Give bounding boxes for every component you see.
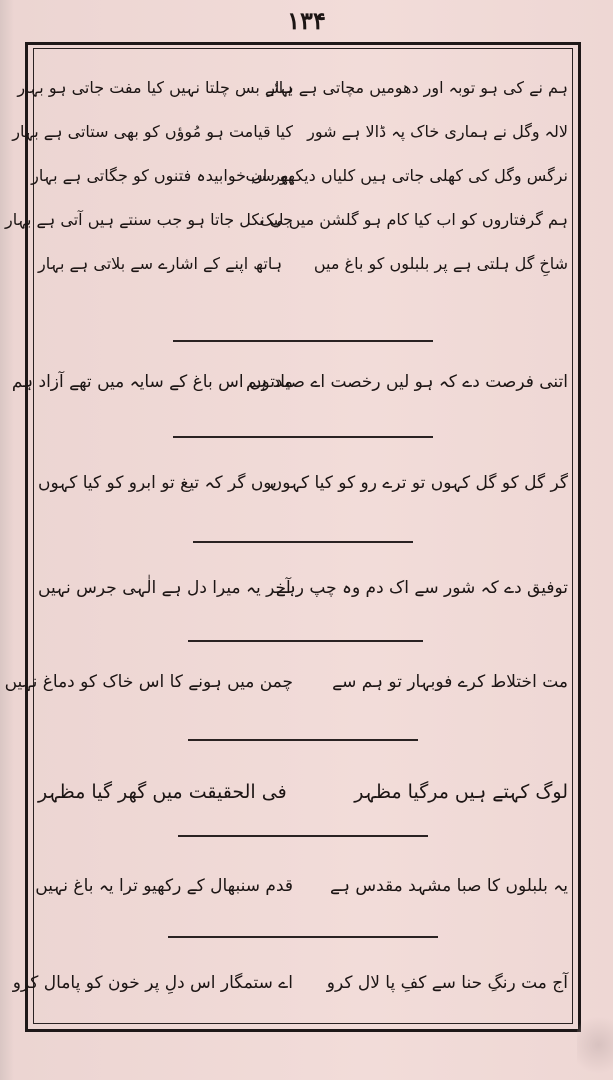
- couplet-left: مدتوں اس باغ کے سایہ میں تھے آزاد ہم: [11, 372, 293, 392]
- couplet-left: قدم سنبھال کے رکھیو ترا یہ باغ نہیں: [35, 876, 293, 896]
- couplet-right: اتنی فرصت دے کہ ہو لیں رخصت اے صیاد ہم: [245, 372, 568, 392]
- verse-row: [38, 248, 568, 280]
- section-divider: [173, 436, 433, 438]
- couplet-right: توفیق دے کہ شور سے اک دم وہ چپ رہے: [275, 578, 568, 598]
- couplet: [38, 463, 568, 503]
- verse-row: [5, 204, 568, 236]
- section-divider: [193, 541, 413, 543]
- couplet-left: فی الحقیقت میں گھر گیا مظہر: [38, 781, 287, 803]
- couplet: [38, 568, 568, 608]
- couplet: [11, 362, 568, 402]
- verse-row: [12, 116, 568, 148]
- verse-right: ہم نے کی ہو توبہ اور دھومیں مچاتی ہے بہار: [267, 78, 568, 97]
- verse-left: ہاتھ اپنے کے اشارے سے بلاتی ہے بہار: [38, 254, 283, 273]
- verse-right: نرگس وگل کی کھلی جاتی ہیں کلیاں دیکھو سب: [245, 166, 568, 185]
- verse-row: [17, 72, 568, 104]
- couplet-right: مت اختلاط کرے فوبہار تو ہم سے: [332, 672, 568, 692]
- verse-left: پھر ان خوابیدہ فتنوں کو جگاتی ہے بہار: [31, 166, 293, 185]
- couplet: [38, 772, 568, 812]
- verse-right: ہم گرفتاروں کو اب کیا کام ہو گلشن میں لیک: [259, 210, 568, 229]
- couplet-left: اے ستمگار اس دلِ پر خون کو پامال کرو: [12, 973, 293, 993]
- couplet-right: آج مت رنگِ حنا سے کفِ پا لال کرو: [326, 973, 568, 993]
- verse-left: جی نکل جاتا ہو جب سنتے ہیں آتی ہے بہار: [5, 210, 293, 229]
- section-divider: [188, 640, 423, 642]
- ghazal-stanza: [5, 72, 568, 280]
- poem-content: [4, 58, 568, 1013]
- section-divider: [178, 835, 428, 837]
- couplet-left: آخر یہ میرا دل ہے الٰہی جرس نہیں: [38, 578, 291, 598]
- couplet-left: بوں گر کہ تیغ تو ابرو کو کیا کہوں: [38, 473, 277, 493]
- page-number: ۱۳۴: [287, 6, 326, 35]
- verse-right: شاخِ گل ہلتی ہے پر بلبلوں کو باغ میں: [313, 254, 568, 273]
- verse-row: [31, 160, 568, 192]
- couplet-right: گر گل کو گل کہوں تو ترے رو کو کیا کہوں: [269, 473, 568, 493]
- section-divider: [173, 340, 433, 342]
- couplet-right: لوگ کہتے ہیں مرگیا مظہر: [354, 781, 568, 803]
- couplet-left: چمن میں ہونے کا اس خاک کو دماغ نہیں: [4, 672, 293, 692]
- couplet: [35, 866, 568, 906]
- couplet: [12, 963, 568, 1003]
- couplet: [4, 662, 568, 702]
- section-divider: [168, 936, 438, 938]
- couplet-right: یہ بلبلوں کا صبا مشہد مقدس ہے: [330, 876, 568, 896]
- paper-stain: [577, 1010, 613, 1080]
- section-divider: [188, 739, 418, 741]
- verse-left: ہائے بس چلتا نہیں کیا مفت جاتی ہو بہار: [17, 78, 293, 97]
- verse-right: لالہ وگل نے ہماری خاک پہ ڈالا ہے شور: [307, 122, 568, 141]
- verse-left: کیا قیامت ہو مُوؤں کو بھی ستاتی ہے بہار: [12, 122, 293, 141]
